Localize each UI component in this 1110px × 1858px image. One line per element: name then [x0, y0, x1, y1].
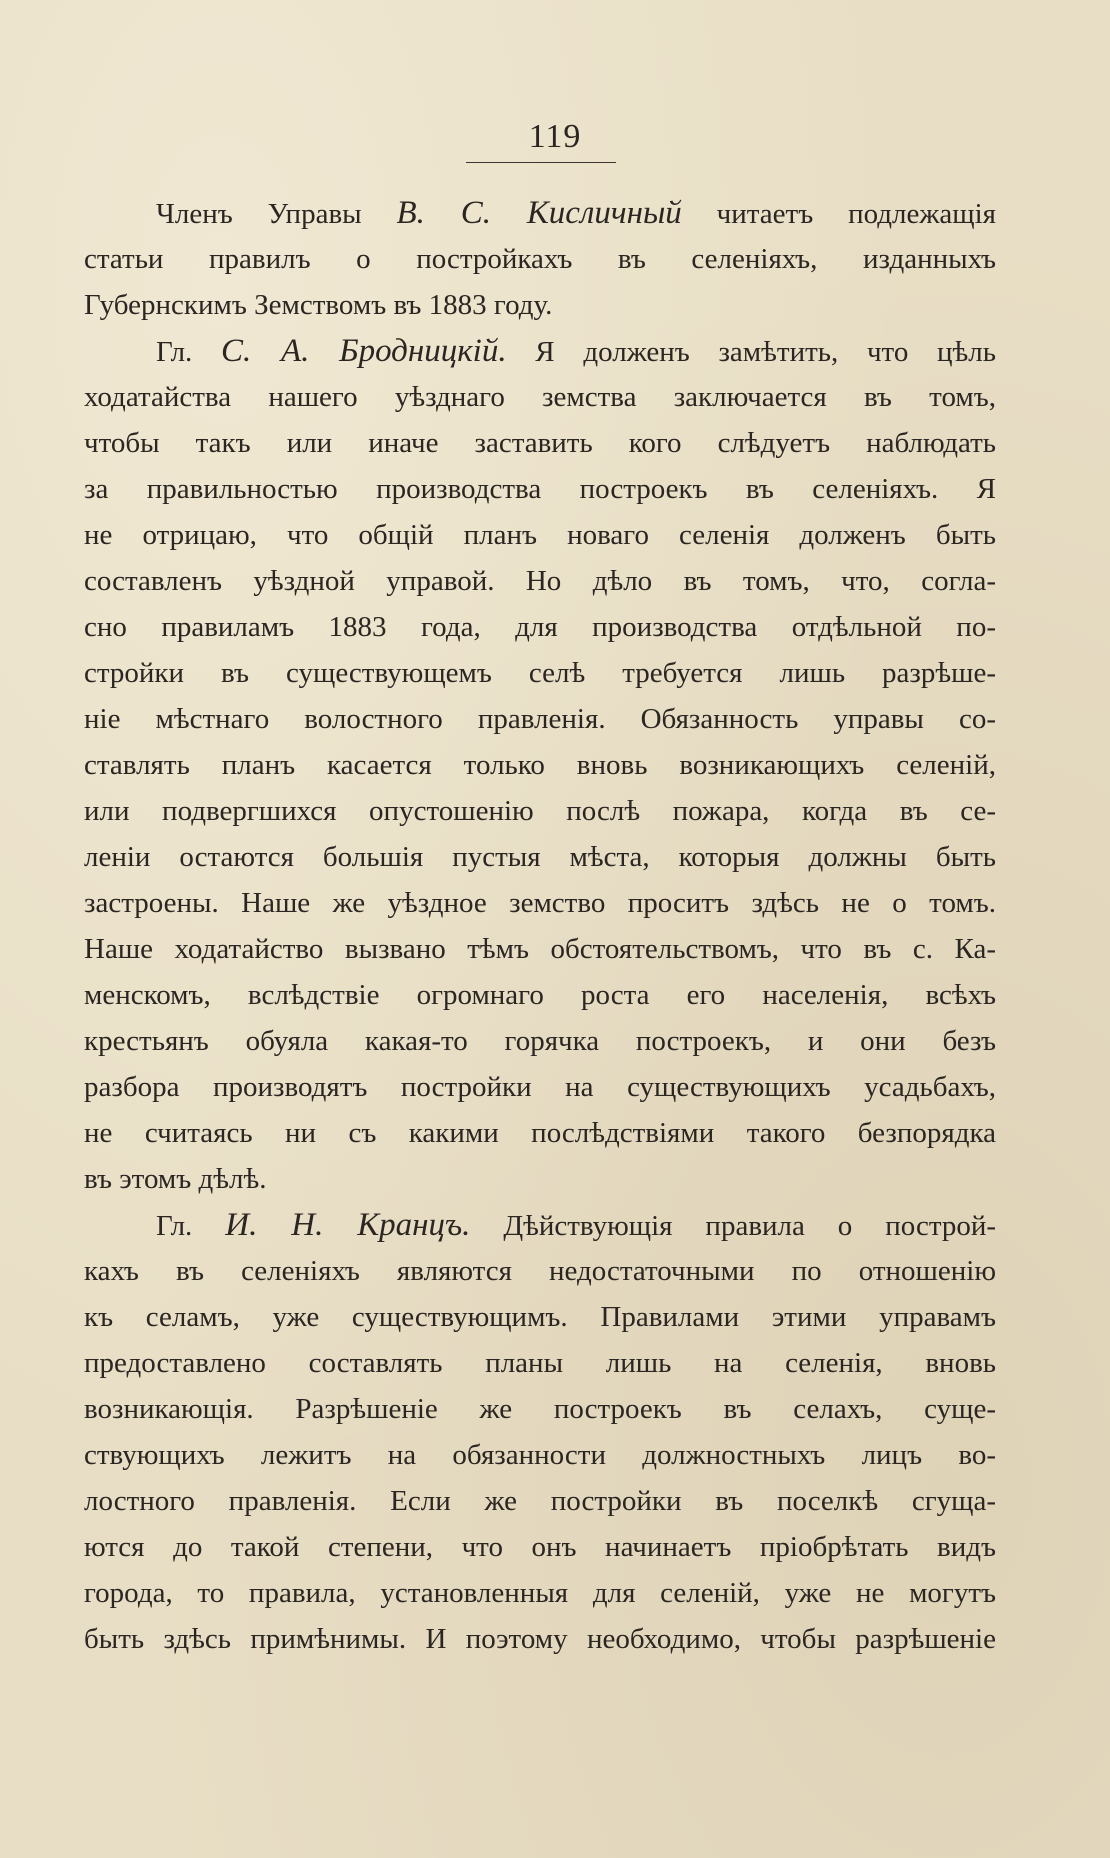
text-line — [84, 1018, 996, 1064]
text-line — [84, 1524, 996, 1570]
text-run: стройки въ существующемъ селѣ требуется лишь разрѣше- — [84, 657, 996, 689]
text-line — [84, 972, 996, 1018]
text-run: Наше ходатайство вызвано тѣмъ обстоятельствомъ, что въ с. Ка- — [84, 933, 996, 965]
text-run: статьи правилъ о постройкахъ въ селеніяхъ, изданныхъ — [84, 243, 996, 275]
text-line — [84, 282, 996, 328]
speaker-name: В. С. Кисличный — [396, 195, 682, 231]
text-line — [84, 1064, 996, 1110]
text-run: возникающія. Разрѣшеніе же построекъ въ селахъ, суще- — [84, 1393, 996, 1425]
page-body — [84, 190, 996, 1662]
page-header — [0, 118, 1110, 156]
text-line — [84, 374, 996, 420]
text-line — [84, 1202, 996, 1248]
text-line — [84, 1432, 996, 1478]
text-run: за правильностью производства построекъ въ селеніяхъ. Я — [84, 473, 996, 505]
paragraph — [84, 328, 996, 1202]
text-run: застроены. Наше же уѣздное земство проситъ здѣсь не о томъ. — [84, 887, 996, 919]
text-line — [84, 328, 996, 374]
text-run: предоставлено составлять планы лишь на селенія, вновь — [84, 1347, 996, 1379]
text-run: не считаясь ни съ какими послѣдствіями такого безпорядка — [84, 1117, 996, 1149]
text-run: сно правиламъ 1883 года, для производства отдѣльной по- — [84, 611, 996, 643]
text-run: ніе мѣстнаго волостного правленія. Обязанность управы со- — [84, 703, 996, 735]
text-run: Гл. — [156, 336, 222, 368]
text-run: чтобы такъ или иначе заставить кого слѣдуетъ наблюдать — [84, 427, 996, 459]
text-line — [84, 190, 996, 236]
text-run: къ селамъ, уже существующимъ. Правилами этими управамъ — [84, 1301, 996, 1333]
text-run: Губернскимъ Земствомъ въ 1883 году. — [84, 289, 553, 321]
text-line — [84, 558, 996, 604]
text-line — [84, 236, 996, 282]
text-line — [84, 604, 996, 650]
text-line — [84, 1294, 996, 1340]
text-run: Дѣйствующія правила о построй- — [470, 1210, 997, 1242]
text-run: читаетъ подлежащія — [681, 198, 996, 230]
text-run: менскомъ, вслѣдствіе огромнаго роста его населенія, всѣхъ — [84, 979, 996, 1011]
text-run: въ этомъ дѣлѣ. — [84, 1163, 267, 1195]
text-run: ются до такой степени, что онъ начинаетъ пріобрѣтать видъ — [84, 1531, 996, 1563]
text-run: Членъ Управы — [156, 198, 397, 230]
paragraph — [84, 1202, 996, 1662]
text-line — [84, 1616, 996, 1662]
paragraph — [84, 190, 996, 328]
text-line — [84, 1340, 996, 1386]
text-run: кахъ въ селеніяхъ являются недостаточными по отношенію — [84, 1255, 996, 1287]
text-line — [84, 1570, 996, 1616]
text-line — [84, 742, 996, 788]
text-line — [84, 880, 996, 926]
page-number: 119 — [528, 118, 582, 155]
text-run: Я долженъ замѣтить, что цѣль — [506, 336, 997, 368]
text-line — [84, 650, 996, 696]
text-run: ходатайства нашего уѣзднаго земства заключается въ томъ, — [84, 381, 996, 413]
text-run: леніи остаются большія пустыя мѣста, которыя должны быть — [84, 841, 996, 873]
text-line — [84, 466, 996, 512]
text-line — [84, 420, 996, 466]
text-run: города, то правила, установленныя для селеній, уже не могутъ — [84, 1577, 996, 1609]
text-line — [84, 1478, 996, 1524]
text-run: крестьянъ обуяла какая-то горячка построекъ, и они безъ — [84, 1025, 996, 1057]
text-run: не отрицаю, что общій планъ новаго селенія долженъ быть — [84, 519, 996, 551]
text-run: лостного правленія. Если же постройки въ поселкѣ сгуща- — [84, 1485, 996, 1517]
text-line — [84, 1248, 996, 1294]
text-line — [84, 512, 996, 558]
text-line — [84, 1156, 996, 1202]
text-line — [84, 926, 996, 972]
text-line — [84, 1386, 996, 1432]
header-rule — [466, 162, 616, 163]
text-run: ставлять планъ касается только вновь возникающихъ селеній, — [84, 749, 996, 781]
text-line — [84, 1110, 996, 1156]
speaker-name: С. А. Бродницкій. — [221, 333, 507, 369]
text-run: быть здѣсь примѣнимы. И поэтому необходимо, чтобы разрѣшеніе — [84, 1623, 996, 1655]
text-line — [84, 696, 996, 742]
speaker-name: И. Н. Кранцъ. — [225, 1207, 471, 1243]
text-line — [84, 788, 996, 834]
text-run: ствующихъ лежитъ на обязанности должностныхъ лицъ во- — [84, 1439, 996, 1471]
text-run: Гл. — [156, 1210, 226, 1242]
text-run: составленъ уѣздной управой. Но дѣло въ томъ, что, согла- — [84, 565, 996, 597]
text-run: разбора производятъ постройки на существующихъ усадьбахъ, — [84, 1071, 996, 1103]
text-run: или подвергшихся опустошенію послѣ пожара, когда въ се- — [84, 795, 996, 827]
text-line — [84, 834, 996, 880]
